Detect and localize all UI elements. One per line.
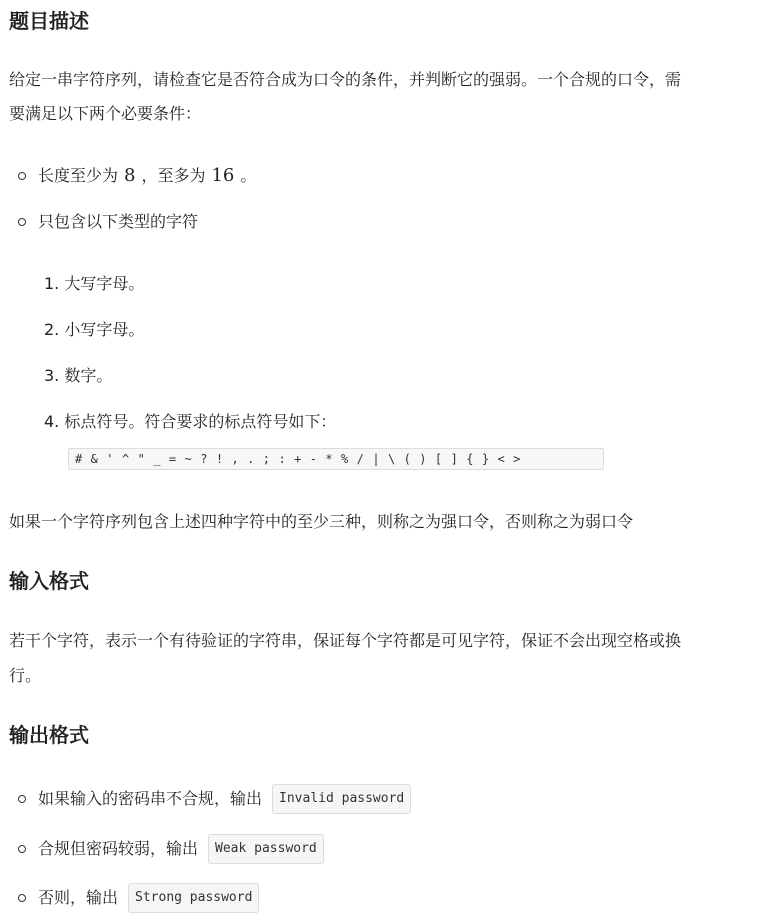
intro-line-2: 要满足以下两个必要条件： (9, 104, 202, 123)
output-item-strong (18, 883, 259, 913)
output-text: 如果输入的密码串不合规，输出 (38, 789, 263, 808)
char-type-uppercase: 1. 大写字母。 (44, 274, 145, 293)
condition-chars (18, 210, 198, 234)
output-item-weak (18, 834, 324, 864)
length-max: 16 (211, 165, 235, 186)
section-title-output: 输出格式 (9, 723, 89, 747)
output-code: Weak password (208, 834, 324, 864)
input-line-2: 行。 (9, 666, 42, 685)
section-title-input: 输入格式 (9, 569, 89, 593)
char-type-digit: 3. 数字。 (44, 366, 113, 385)
input-line-1: 若干个字符，表示一个有待验证的字符串，保证每个字符都是可见字符，保证不会出现空格或换 (9, 631, 682, 650)
bullet-icon (18, 218, 26, 226)
length-prefix: 长度至少为 (38, 166, 119, 185)
output-text: 合规但密码较弱，输出 (38, 839, 199, 858)
punctuation-code-box: # & ' ^ " _ = ~ ? ! , . ; : + - * % / | \ ( ) [ ] { } < > (68, 448, 604, 470)
intro-line-1: 给定一串字符序列，请检查它是否符合成为口令的条件，并判断它的强弱。一个合规的口令，需 (9, 70, 682, 89)
output-code: Invalid password (272, 784, 411, 814)
char-type-lowercase: 2. 小写字母。 (44, 320, 145, 339)
section-title-description: 题目描述 (9, 9, 89, 33)
chars-only-label: 只包含以下类型的字符 (38, 212, 199, 231)
bullet-icon (18, 172, 26, 180)
condition-length (18, 164, 256, 188)
output-item-invalid (18, 784, 411, 814)
length-min: 8 (124, 165, 136, 186)
length-mid: ，至多为 (141, 166, 206, 185)
char-type-punctuation: 4. 标点符号。符合要求的标点符号如下： (44, 412, 337, 431)
output-code: Strong password (128, 883, 259, 913)
strength-rule: 如果一个字符序列包含上述四种字符中的至少三种，则称之为强口令，否则称之为弱口令 (9, 512, 634, 531)
bullet-icon (18, 795, 26, 803)
bullet-icon (18, 894, 26, 902)
output-text: 否则，输出 (38, 888, 119, 907)
length-suffix: 。 (240, 166, 257, 185)
bullet-icon (18, 845, 26, 853)
